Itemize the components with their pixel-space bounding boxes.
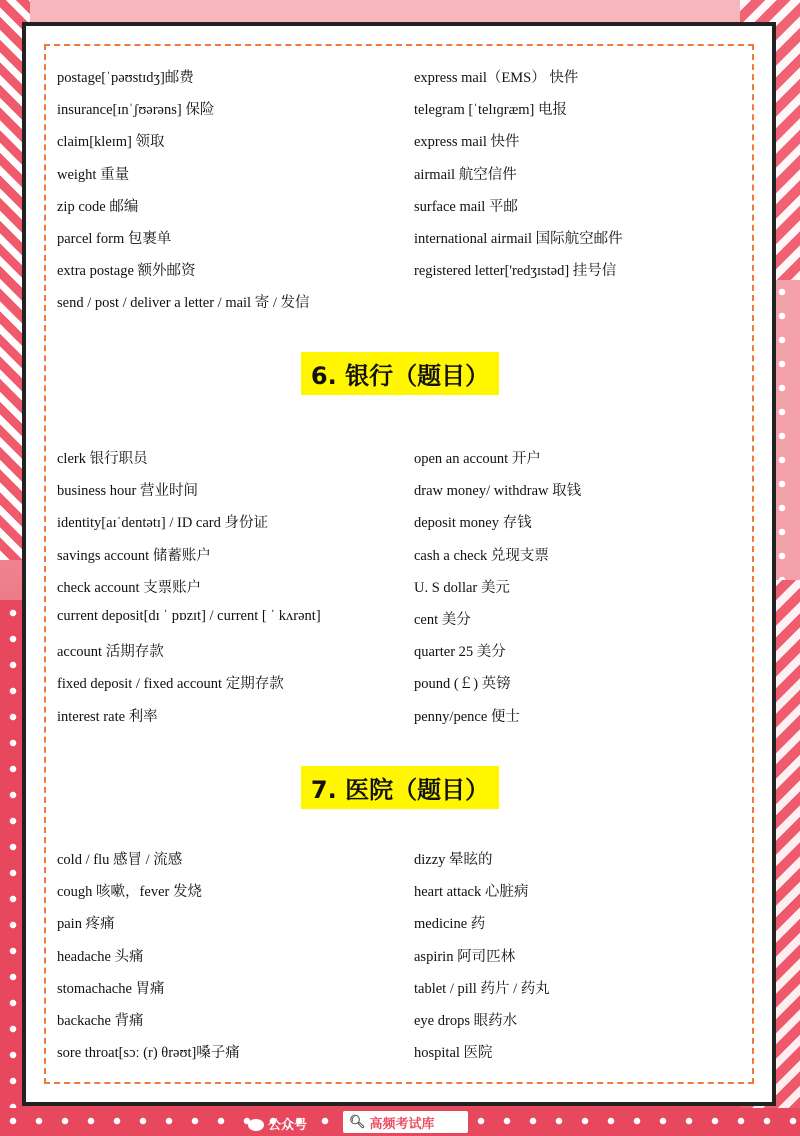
- postal-term-right: airmail 航空信件: [414, 167, 517, 183]
- hospital-term-right: heart attack 心脏病: [414, 884, 529, 900]
- bank-term-right: penny/pence 便士: [414, 709, 520, 725]
- postal-term-left: weight 重量: [57, 167, 130, 183]
- postal-term-right: express mail（EMS） 快件: [414, 70, 579, 86]
- heading-hospital: [0, 766, 800, 809]
- hospital-term-left: headache 头痛: [57, 949, 144, 965]
- hospital-term-right: eye drops 眼药水: [414, 1013, 518, 1029]
- search-label: 高频考试库: [369, 1116, 435, 1132]
- hospital-term-left: pain 疼痛: [57, 916, 115, 932]
- bank-term-left: current deposit[dɪ ˈ pɒzɪt] / current [ ˈ kʌrənt]: [57, 608, 321, 624]
- wechat-account[interactable]: [248, 1114, 307, 1133]
- postal-term-left: postage[ˈpəʊstɪdʒ]邮费: [57, 70, 194, 86]
- postal-term-left: claim[kleɪm] 领取: [57, 134, 165, 150]
- postal-term-right: express mail 快件: [414, 134, 520, 150]
- hospital-term-left: backache 背痛: [57, 1013, 144, 1029]
- heading-bank: [0, 352, 800, 395]
- bank-term-left: account 活期存款: [57, 644, 164, 660]
- wechat-label: 公众号: [268, 1118, 308, 1133]
- heading-hospital-label: 7. 医院（题目）: [301, 766, 499, 809]
- bank-term-right: open an account 开户: [414, 451, 541, 467]
- hospital-term-right: hospital 医院: [414, 1045, 493, 1061]
- hospital-term-right: tablet / pill 药片 / 药丸: [414, 981, 550, 997]
- bank-term-right: quarter 25 美分: [414, 644, 506, 660]
- postal-term-right: surface mail 平邮: [414, 199, 518, 215]
- bank-term-right: draw money/ withdraw 取钱: [414, 483, 582, 499]
- hospital-term-left: cough 咳嗽，fever 发烧: [57, 884, 202, 900]
- bank-term-left: interest rate 利率: [57, 709, 158, 725]
- hospital-term-right: dizzy 晕眩的: [414, 852, 493, 868]
- postal-term-right: registered letter['redʒɪstəd] 挂号信: [414, 263, 617, 279]
- hospital-term-left: sore throat[sɔː (r) θrəʊt]嗓子痛: [57, 1045, 240, 1061]
- bank-term-left: clerk 银行职员: [57, 451, 148, 467]
- bank-term-left: check account 支票账户: [57, 580, 202, 596]
- postal-term-left: insurance[ɪnˈʃʊərəns] 保险: [57, 102, 215, 118]
- bank-term-right: cent 美分: [414, 612, 471, 628]
- footer-bar: [240, 1110, 540, 1136]
- bank-term-right: U. S dollar 美元: [414, 580, 510, 596]
- postal-term-left: zip code 邮编: [57, 199, 139, 215]
- postal-term-right: international airmail 国际航空邮件: [414, 231, 623, 247]
- hospital-term-right: aspirin 阿司匹林: [414, 949, 516, 965]
- bank-term-right: deposit money 存钱: [414, 515, 532, 531]
- postal-term-left: send / post / deliver a letter / mail 寄 / 发信: [57, 295, 310, 311]
- bank-term-left: identity[aɪˈdentətɪ] / ID card 身份证: [57, 515, 268, 531]
- bank-term-left: business hour 营业时间: [57, 483, 198, 499]
- hospital-term-left: cold / flu 感冒 / 流感: [57, 852, 183, 868]
- postal-term-left: parcel form 包裹单: [57, 231, 172, 247]
- heading-bank-label: 6. 银行（题目）: [301, 352, 499, 395]
- wechat-icon: [248, 1119, 264, 1131]
- hospital-term-right: medicine 药: [414, 916, 486, 932]
- bank-term-left: fixed deposit / fixed account 定期存款: [57, 676, 284, 692]
- hospital-term-left: stomachache 胃痛: [57, 981, 165, 997]
- search-icon: 🔍︎: [349, 1114, 366, 1130]
- bank-term-left: savings account 储蓄账户: [57, 548, 211, 564]
- bank-term-right: pound (￡) 英镑: [414, 676, 511, 692]
- postal-term-left: extra postage 额外邮资: [57, 263, 196, 279]
- search-box[interactable]: [343, 1111, 468, 1133]
- postal-term-right: telegram [ˈtelɪɡræm] 电报: [414, 102, 568, 118]
- bank-term-right: cash a check 兑现支票: [414, 548, 549, 564]
